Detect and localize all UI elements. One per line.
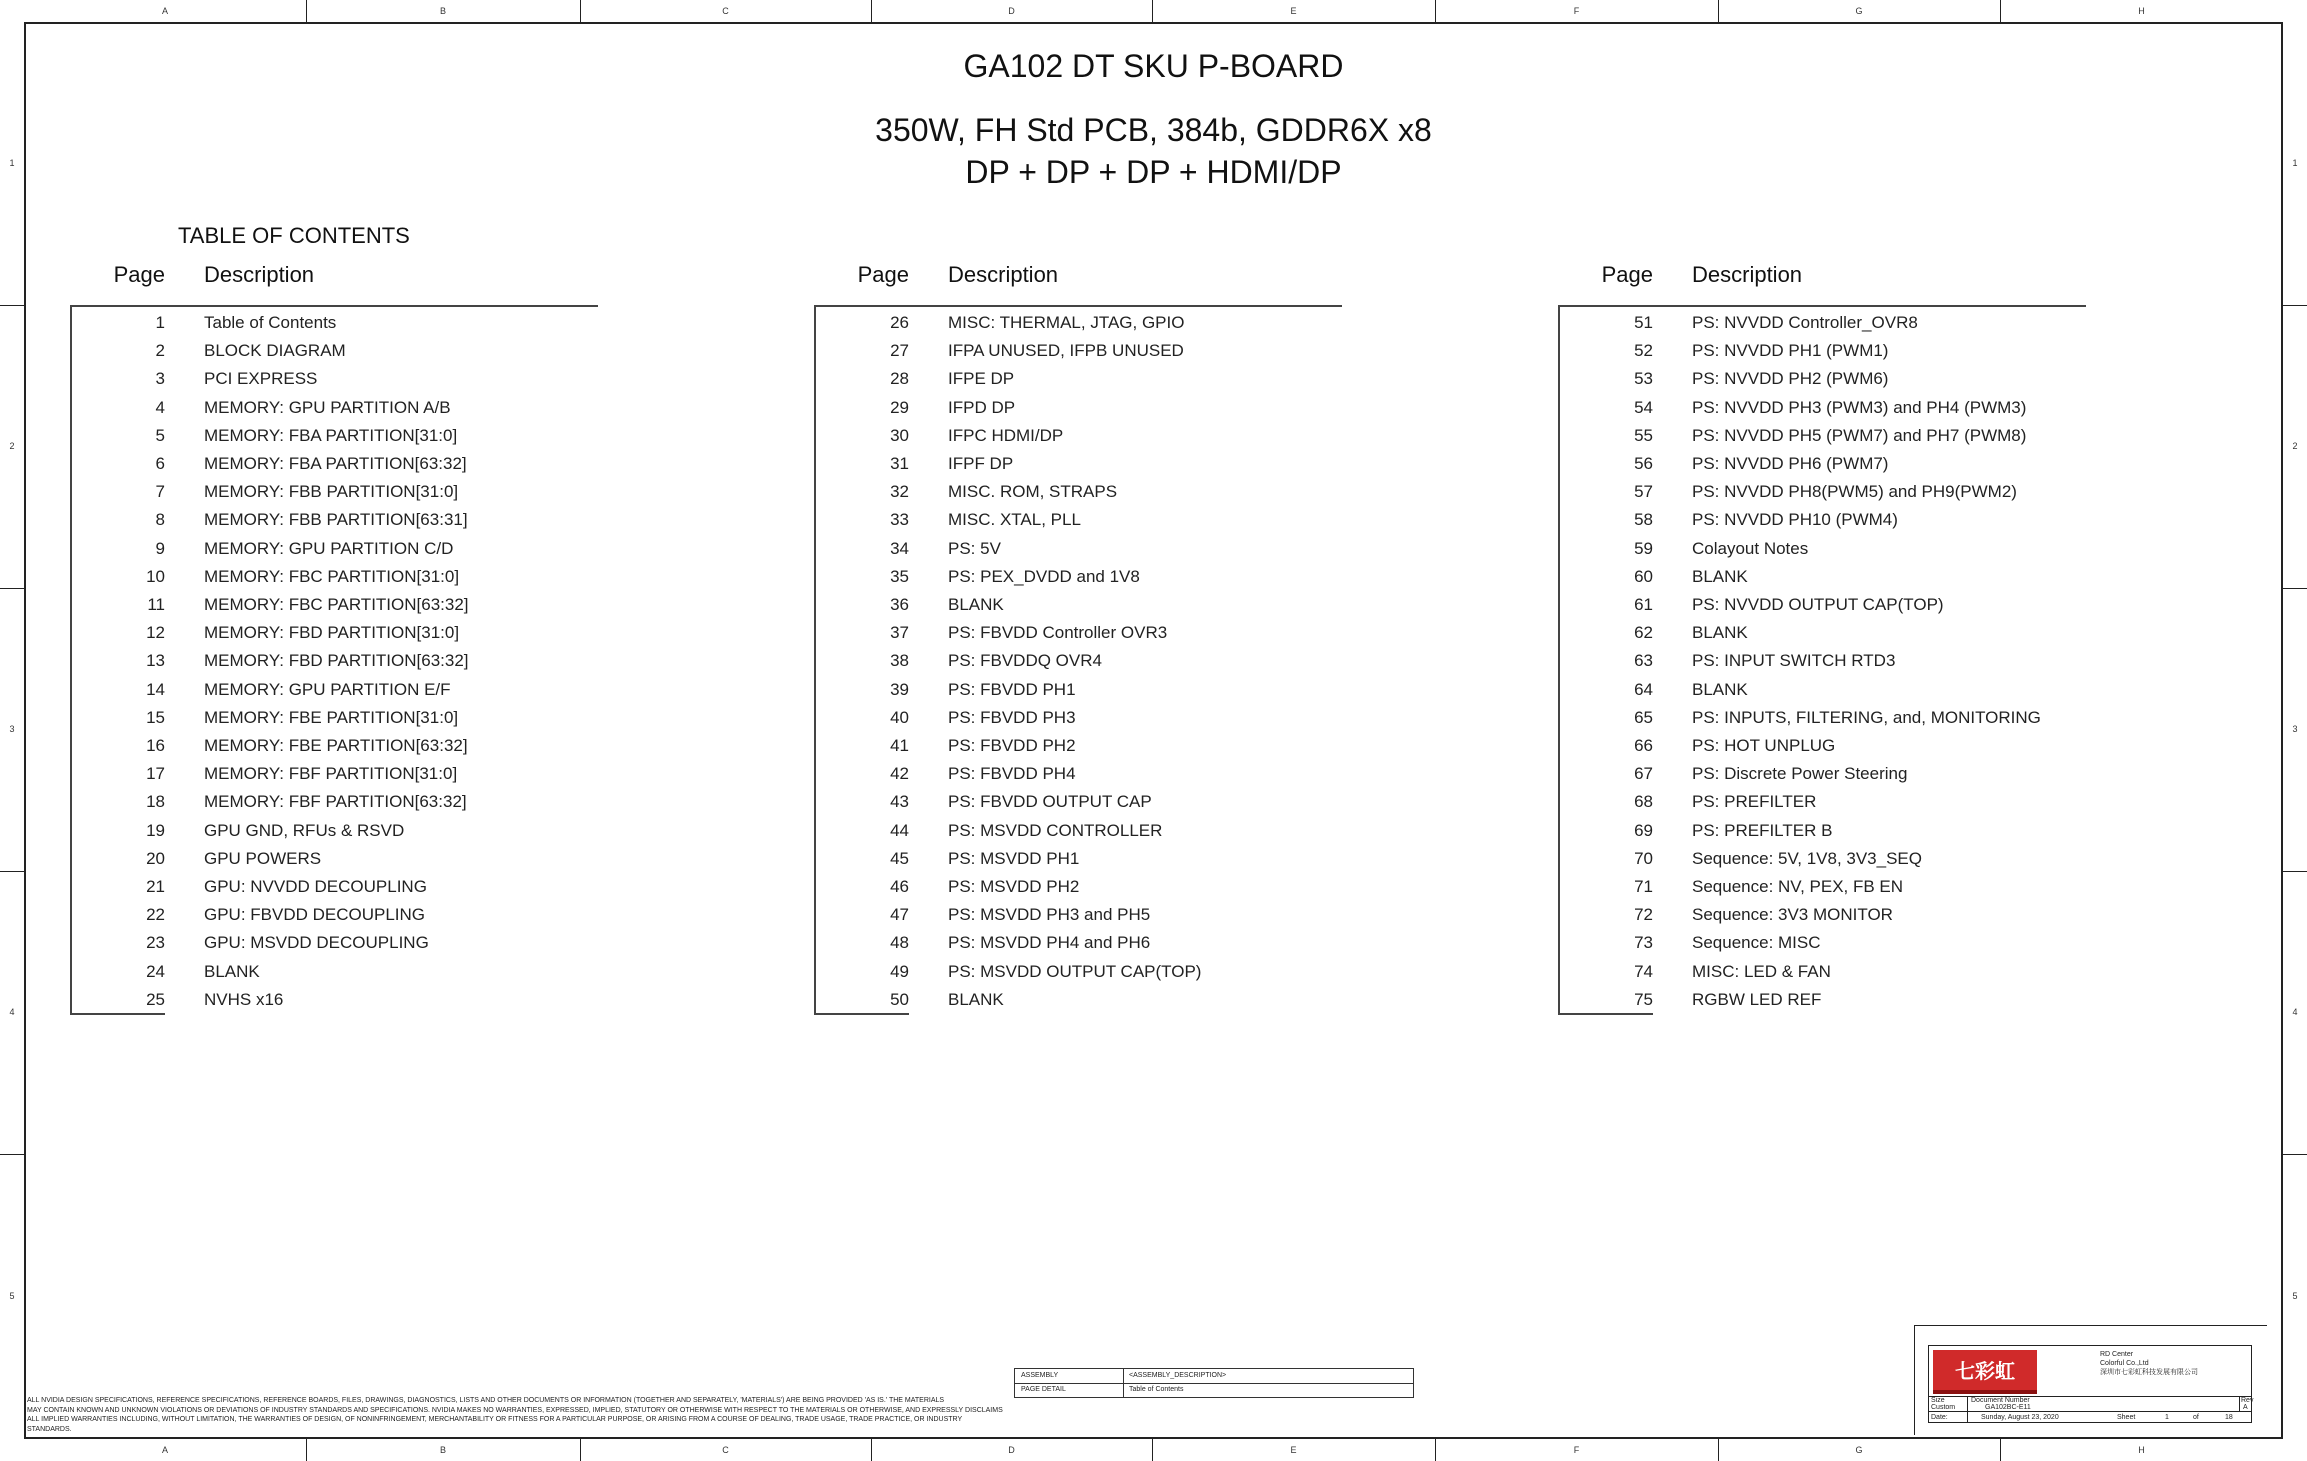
toc-description: NVHS x16 <box>204 989 284 1009</box>
zone-tick <box>0 871 24 872</box>
zone-tick <box>2283 305 2307 306</box>
description-header: Description <box>1692 262 1803 287</box>
toc-page-number: 24 <box>146 961 165 981</box>
toc-description: MEMORY: GPU PARTITION C/D <box>204 538 454 558</box>
toc-page-number: 57 <box>1634 482 1653 502</box>
toc-page-number: 61 <box>1634 595 1653 614</box>
toc-description: Sequence: 3V3 MONITOR <box>1692 905 1893 925</box>
toc-description: BLANK <box>948 595 1004 614</box>
docnum-label: Document Number <box>1971 1397 2030 1404</box>
description-header: Description <box>948 262 1059 287</box>
toc-page-number: 44 <box>890 820 909 840</box>
toc-description: PS: MSVDD PH4 and PH6 <box>948 933 1151 953</box>
zone-label-1: 1 <box>9 157 15 168</box>
toc-page-number: 16 <box>146 736 165 755</box>
zone-tick <box>0 1154 24 1155</box>
toc-description: BLANK <box>1692 679 1748 699</box>
toc-page-number: 48 <box>890 933 909 953</box>
toc-description: PS: NVVDD PH8(PWM5) and PH9(PWM2) <box>1692 482 2017 502</box>
toc-description: PS: MSVDD CONTROLLER <box>948 820 1163 840</box>
company-name-cn: 深圳市七彩虹科技发展有限公司 <box>2100 1369 2198 1376</box>
toc-description: PS: NVVDD PH5 (PWM7) and PH7 (PWM8) <box>1692 425 2027 445</box>
toc-description: GPU: FBVDD DECOUPLING <box>204 905 426 925</box>
toc-page-number: 49 <box>890 961 909 981</box>
zone-tick <box>0 588 24 589</box>
size-value: Custom <box>1931 1404 1956 1411</box>
toc-description: PS: FBVDDQ OVR4 <box>948 651 1102 671</box>
toc-description: MEMORY: FBB PARTITION[63:31] <box>204 510 468 530</box>
toc-description: MEMORY: FBC PARTITION[63:32] <box>204 595 469 614</box>
title-block <box>1914 1325 2267 1435</box>
toc-page-number: 33 <box>890 510 909 530</box>
toc-description: MISC: LED & FAN <box>1692 961 1831 981</box>
zone-label-c: C <box>580 0 872 22</box>
toc-description: MISC: THERMAL, JTAG, GPIO <box>948 313 1185 332</box>
toc-description: GPU: NVVDD DECOUPLING <box>204 877 427 896</box>
sheet-value: 1 <box>2165 1414 2169 1421</box>
page-header: Page <box>1601 262 1653 287</box>
toc-page-number: 71 <box>1634 877 1653 896</box>
toc-description: PS: NVVDD OUTPUT CAP(TOP) <box>1692 595 1944 614</box>
toc-page-number: 7 <box>155 482 165 502</box>
toc-description: MEMORY: FBF PARTITION[31:0] <box>204 764 458 784</box>
toc-page-number: 65 <box>1634 707 1653 727</box>
toc-page-number: 50 <box>890 989 909 1009</box>
toc-description: PS: Discrete Power Steering <box>1692 764 1908 784</box>
toc-page-number: 51 <box>1634 313 1653 332</box>
toc-page-number: 74 <box>1634 961 1653 981</box>
toc-description: MEMORY: FBE PARTITION[63:32] <box>204 736 468 755</box>
toc-page-number: 40 <box>890 707 909 727</box>
toc-page-number: 56 <box>1634 454 1653 473</box>
page-header: Page <box>113 262 165 287</box>
toc-description: PS: MSVDD PH2 <box>948 877 1080 896</box>
toc-column-header <box>1558 262 2178 292</box>
zone-ruler-left <box>0 22 24 1439</box>
zone-ruler-bottom <box>0 1439 2307 1461</box>
toc-description: PS: FBVDD PH4 <box>948 764 1076 784</box>
toc-column-header <box>814 262 1434 292</box>
toc-description: MISC. XTAL, PLL <box>948 510 1081 530</box>
zone-label-g: G <box>1718 0 2001 22</box>
zone-label-d: D <box>871 1439 1153 1461</box>
zone-label-3: 3 <box>9 723 15 734</box>
toc-page-number: 35 <box>890 566 909 586</box>
zone-tick <box>0 305 24 306</box>
toc-page-number: 30 <box>890 425 909 445</box>
toc-description: PS: MSVDD PH1 <box>948 848 1080 868</box>
toc-page-number: 18 <box>146 792 165 812</box>
toc-description: PS: FBVDD PH2 <box>948 736 1076 755</box>
toc-description: MEMORY: FBF PARTITION[63:32] <box>204 792 467 812</box>
toc-description: PS: 5V <box>948 538 1001 558</box>
sheet-label: Sheet <box>2117 1414 2136 1421</box>
toc-page-number: 54 <box>1634 397 1653 417</box>
date-label: Date: <box>1931 1414 1948 1421</box>
toc-page-number: 64 <box>1634 679 1653 699</box>
zone-label-e: E <box>1152 1439 1436 1461</box>
toc-description: Sequence: NV, PEX, FB EN <box>1692 877 1904 896</box>
toc-page-number: 47 <box>890 905 909 925</box>
toc-page-number: 32 <box>890 482 909 502</box>
toc-page-number: 17 <box>146 764 165 784</box>
zone-label-5: 5 <box>9 1290 15 1301</box>
toc-page-number: 38 <box>890 651 909 671</box>
toc-page-number: 67 <box>1634 764 1653 784</box>
board-title: GA102 DT SKU P-BOARD <box>963 48 1344 84</box>
toc-page-number: 41 <box>890 736 909 755</box>
zone-label-a: A <box>24 1439 307 1461</box>
zone-label-h: H <box>2138 6 2145 16</box>
assembly-value: <ASSEMBLY_DESCRIPTION> <box>1129 1372 1227 1379</box>
toc-description: IFPE DP <box>948 369 1015 389</box>
toc-page-number: 31 <box>890 454 909 473</box>
toc-description: IFPC HDMI/DP <box>948 425 1064 445</box>
zone-tick <box>2283 588 2307 589</box>
docnum-value: GA102BC-E11 <box>1985 1404 2031 1411</box>
toc-page-number: 25 <box>146 989 165 1009</box>
assembly-label: ASSEMBLY <box>1021 1372 1059 1379</box>
toc-page-number: 52 <box>1634 341 1653 361</box>
toc-description: BLANK <box>204 961 260 981</box>
toc-description: PCI EXPRESS <box>204 369 318 389</box>
toc-page-number: 3 <box>155 369 165 389</box>
toc-description: MEMORY: FBE PARTITION[31:0] <box>204 707 459 727</box>
company-name: Colorful Co.,Ltd <box>2100 1360 2149 1367</box>
toc-description: PS: NVVDD PH10 (PWM4) <box>1692 510 1898 530</box>
title-block-inner <box>1928 1345 2252 1423</box>
page-detail-value: Table of Contents <box>1129 1386 1184 1393</box>
date-value: Sunday, August 23, 2020 <box>1981 1414 2059 1421</box>
rev-label: Rev <box>2241 1397 2254 1404</box>
toc-page-number: 37 <box>890 623 909 643</box>
page-detail-label: PAGE DETAIL <box>1021 1386 1066 1393</box>
toc-page-number: 55 <box>1634 425 1653 445</box>
toc-description: MEMORY: FBB PARTITION[31:0] <box>204 482 459 502</box>
toc-page-number: 42 <box>890 764 909 784</box>
toc-description: Colayout Notes <box>1692 538 1809 558</box>
company-info <box>2100 1350 2198 1377</box>
toc-description: IFPD DP <box>948 397 1016 417</box>
page-header: Page <box>857 262 909 287</box>
zone-label-f: F <box>1435 0 1719 22</box>
toc-page-number: 72 <box>1634 905 1653 925</box>
logo-stripe <box>1933 1390 2037 1394</box>
toc-description: PS: NVVDD Controller_OVR8 <box>1692 313 1918 332</box>
toc-description: PS: PREFILTER <box>1692 792 1817 812</box>
toc-page-number: 60 <box>1634 566 1653 586</box>
toc-page-number: 26 <box>890 313 909 332</box>
zone-tick <box>2283 1154 2307 1155</box>
toc-page-number: 11 <box>147 595 165 614</box>
toc-page-number: 34 <box>890 538 909 558</box>
toc-page-number: 36 <box>890 595 909 614</box>
toc-description: GPU GND, RFUs & RSVD <box>204 820 405 840</box>
zone-label-d: D <box>871 0 1153 22</box>
toc-page-number: 5 <box>155 425 165 445</box>
toc-page-number: 14 <box>146 679 165 699</box>
zone-label-b: B <box>306 0 581 22</box>
toc-description: PS: INPUT SWITCH RTD3 <box>1692 651 1896 671</box>
title-block-divider <box>1929 1411 2251 1412</box>
toc-page-number: 13 <box>146 651 165 671</box>
toc-page-number: 6 <box>155 454 165 473</box>
zone-label-2: 2 <box>9 440 15 451</box>
assembly-box <box>1014 1368 1414 1398</box>
toc-description: PS: FBVDD OUTPUT CAP <box>948 792 1152 812</box>
toc-description: BLANK <box>1692 623 1748 643</box>
board-subtitle: 350W, FH Std PCB, 384b, GDDR6X x8 <box>875 112 1432 148</box>
toc-description: MEMORY: GPU PARTITION A/B <box>204 397 451 417</box>
toc-page-number: 75 <box>1634 989 1653 1009</box>
zone-label-g: G <box>1718 1439 2001 1461</box>
legal-line: ALL IMPLIED WARRANTIES INCLUDING, WITHOUT LIMITATION, THE WARRANTIES OF DESIGN, OF NONINFRINGEMENT, MERCHANTABILITY OR FITNESS FOR A PARTICULAR PURPOSE, OR ARISING FROM A COURSE OF DEALING, TRADE USAGE, TRADE PRACTICE, OR INDUSTRY <box>27 1416 963 1423</box>
zone-ruler-right <box>2283 22 2307 1439</box>
toc-page-number: 43 <box>890 792 909 812</box>
zone-label-f: F <box>1435 1439 1719 1461</box>
toc-page-number: 58 <box>1634 510 1653 530</box>
toc-description: BLANK <box>1692 566 1748 586</box>
zone-label-4: 4 <box>2292 1006 2298 1017</box>
toc-description: PS: MSVDD PH3 and PH5 <box>948 905 1151 925</box>
toc-column-1 <box>70 262 690 1009</box>
legal-line: STANDARDS. <box>27 1425 72 1433</box>
toc-page-number: 8 <box>155 510 165 530</box>
of-value: 18 <box>2225 1414 2233 1421</box>
toc-description: PS: NVVDD PH3 (PWM3) and PH4 (PWM3) <box>1692 397 2027 417</box>
toc-description: MEMORY: FBA PARTITION[63:32] <box>204 454 467 473</box>
zone-label-4: 4 <box>9 1006 15 1017</box>
zone-label-h: H <box>2138 1445 2145 1455</box>
zone-label-b: B <box>306 1439 581 1461</box>
toc-page-number: 12 <box>146 623 165 643</box>
toc-description: PS: MSVDD OUTPUT CAP(TOP) <box>948 961 1202 981</box>
toc-page-number: 46 <box>890 877 909 896</box>
size-label: Size <box>1931 1397 1945 1404</box>
rev-value: A <box>2243 1404 2248 1411</box>
toc-page-number: 22 <box>146 905 165 925</box>
toc-description: PS: INPUTS, FILTERING, and, MONITORING <box>1692 707 2041 727</box>
toc-page-number: 23 <box>146 933 165 953</box>
toc-page-number: 10 <box>146 566 165 586</box>
toc-column-3 <box>1558 262 2178 1009</box>
zone-label-5: 5 <box>2292 1290 2298 1301</box>
toc-description: MEMORY: FBC PARTITION[31:0] <box>204 566 460 586</box>
toc-description: PS: FBVDD PH1 <box>948 679 1076 699</box>
legal-line: ALL NVIDIA DESIGN SPECIFICATIONS, REFERENCE SPECIFICATIONS, REFERENCE BOARDS, FILES, DRAWINGS, DIAGNOSTICS, LISTS AND OTHER DOCUMENTS OR INFORMATION (TOGETHER AND SEPARATELY, 'MATERIALS') ARE BEING PROVIDED 'AS IS.' THE MATERIALS <box>27 1397 945 1404</box>
toc-page-number: 63 <box>1634 651 1653 671</box>
toc-description: PS: PREFILTER B <box>1692 820 1833 840</box>
toc-description: PS: FBVDD Controller OVR3 <box>948 623 1168 643</box>
toc-page-number: 66 <box>1634 736 1653 755</box>
description-header: Description <box>204 262 315 287</box>
toc-description: MEMORY: FBD PARTITION[31:0] <box>204 623 460 643</box>
toc-description: BLOCK DIAGRAM <box>204 341 346 361</box>
toc-description: PS: FBVDD PH3 <box>948 707 1076 727</box>
colorful-logo: 七彩虹 <box>1933 1350 2037 1392</box>
toc-description: PS: NVVDD PH2 (PWM6) <box>1692 369 1889 389</box>
of-label: of <box>2193 1414 2199 1421</box>
toc-description: PS: NVVDD PH1 (PWM1) <box>1692 341 1889 361</box>
zone-label-a: A <box>24 0 307 22</box>
toc-description: IFPF DP <box>948 454 1014 473</box>
toc-description: Table of Contents <box>204 313 337 332</box>
legal-disclaimer <box>27 1396 1067 1434</box>
zone-label-3: 3 <box>2292 723 2298 734</box>
toc-page-number: 21 <box>146 877 165 896</box>
toc-page-number: 9 <box>155 538 165 558</box>
toc-page-number: 4 <box>155 397 165 417</box>
toc-description: Sequence: MISC <box>1692 933 1821 953</box>
toc-description: BLANK <box>948 989 1004 1009</box>
toc-page-number: 19 <box>146 820 165 840</box>
toc-description: MEMORY: GPU PARTITION E/F <box>204 679 451 699</box>
toc-page-number: 59 <box>1634 538 1653 558</box>
toc-column-header <box>70 262 690 292</box>
toc-description: IFPA UNUSED, IFPB UNUSED <box>948 341 1184 361</box>
toc-description: MEMORY: FBD PARTITION[63:32] <box>204 651 469 671</box>
toc-page-number: 27 <box>890 341 909 361</box>
toc-page-number: 62 <box>1634 623 1653 643</box>
toc-page-number: 73 <box>1634 933 1653 953</box>
toc-description: GPU: MSVDD DECOUPLING <box>204 933 429 953</box>
toc-description: MEMORY: FBA PARTITION[31:0] <box>204 425 458 445</box>
toc-page-number: 70 <box>1634 848 1653 868</box>
toc-heading: TABLE OF CONTENTS <box>178 223 410 248</box>
toc-description: Sequence: 5V, 1V8, 3V3_SEQ <box>1692 848 1922 868</box>
toc-description: PS: HOT UNPLUG <box>1692 736 1836 755</box>
toc-page-number: 15 <box>146 707 165 727</box>
zone-label-1: 1 <box>2292 157 2298 168</box>
zone-ruler-top <box>0 0 2307 22</box>
toc-page-number: 69 <box>1634 820 1653 840</box>
legal-line: MAY CONTAIN KNOWN AND UNKNOWN VIOLATIONS OR DEVIATIONS OF INDUSTRY STANDARDS AND SPECIFICATIONS. NVIDIA MAKES NO WARRANTIES, EXPRESSED, IMPLIED, STATUTORY OR OTHERWISE WITH RESPECT TO THE MATERIALS OR OTHERWISE, AND EXPRESSLY DISCLAIMS <box>27 1406 1003 1414</box>
toc-description: PS: PEX_DVDD and 1V8 <box>948 566 1140 586</box>
board-outputs: DP + DP + DP + HDMI/DP <box>965 154 1342 190</box>
toc-page-number: 2 <box>155 341 165 361</box>
zone-label-c: C <box>580 1439 872 1461</box>
zone-label-2: 2 <box>2292 440 2298 451</box>
toc-description: RGBW LED REF <box>1692 989 1822 1009</box>
toc-page-number: 28 <box>890 369 909 389</box>
toc-page-number: 20 <box>146 848 165 868</box>
toc-column-2 <box>814 262 1434 1009</box>
zone-tick <box>2283 871 2307 872</box>
toc-description: PS: NVVDD PH6 (PWM7) <box>1692 454 1889 473</box>
rd-center: RD Center <box>2100 1351 2134 1358</box>
toc-page-number: 68 <box>1634 792 1653 812</box>
toc-page-number: 45 <box>890 848 909 868</box>
toc-page-number: 39 <box>890 679 909 699</box>
toc-page-number: 53 <box>1634 369 1653 389</box>
toc-description: GPU POWERS <box>204 848 322 868</box>
toc-description: MISC. ROM, STRAPS <box>948 482 1118 502</box>
zone-label-e: E <box>1152 0 1436 22</box>
toc-page-number: 29 <box>890 397 909 417</box>
toc-page-number: 1 <box>155 313 165 332</box>
